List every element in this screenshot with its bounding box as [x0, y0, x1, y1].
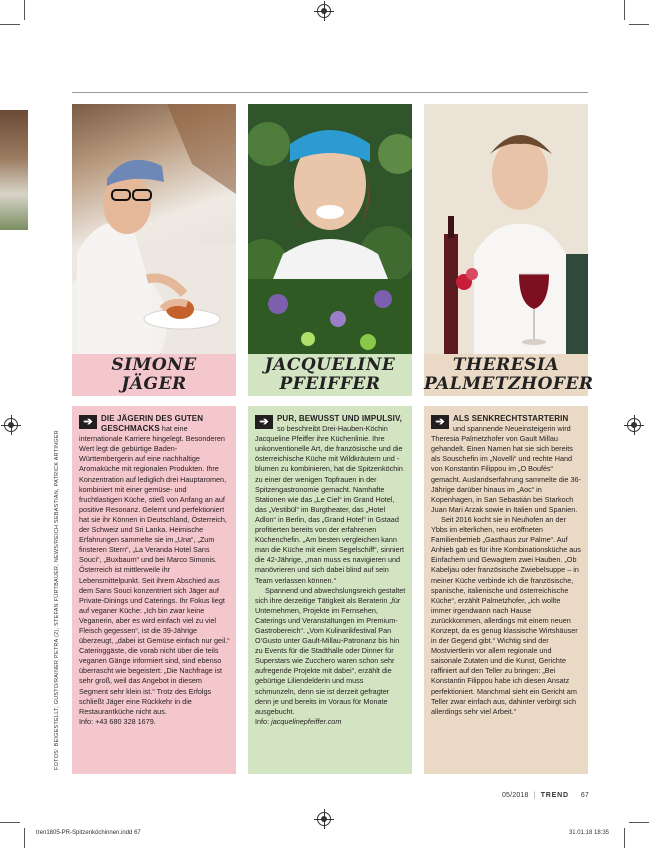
photo-credit — [54, 430, 62, 778]
article-column-theresia-palmetzhofer — [424, 406, 588, 774]
name-band-theresia-palmetzhofer — [424, 354, 594, 396]
column-info: Info: +43 680 328 1679. — [79, 716, 156, 726]
name-last: JÄGER — [121, 374, 187, 394]
name-band-jacqueline-pfeiffer — [248, 354, 412, 396]
magazine-brand: TREND — [540, 792, 569, 799]
photo-theresia-palmetzhofer — [424, 104, 588, 354]
column-body: und spannende Neueinsteigerin wird Theresia Palmetzhofer von Gault Millau gehandelt. Einen Namen hat sie sich bereits als Souschefin im „Novelli“ und rechte Hand von Konstantin Filippou im „O Boufés“ gemacht. Auslandserfahrung sammelte die 36-Jährige darüber hinaus im „Aoc“ in Kopenhagen, in San Sebastián bei Starkoch Juan Mari Arzak sowie in Italien und Spanien. — [431, 424, 581, 514]
article-column-jacqueline-pfeiffer — [248, 406, 412, 774]
column-body: so beschreibt Drei-Hauben-Köchin Jacqueline Pfeiffer ihre Küchenlinie. Ihre unkonventionelle Art, die französische und die österreichische Küche mit Wildkräutern und -blumen zu kombinieren, hat die Spitzenköchin zu einer der wenigen Topfrauen in der Spitzengastronomie gemacht. Namhafte Stationen wie das „Le Ciel“ im Grand Hotel, das „Vestibül“ im Burgtheater, das „Hotel Adlon“ in Berlin, das „Grand Hotel“ in Gstaad profitierten bereits von der erfahrenen Küchenchefin. „Am besten vergleichen kann man die Küche mit einem Segelschiff“, sinniert die 42-Jährige, „man muss es navigieren und manövrieren und sich dabei blind auf sein Team verlassen können.“ — [255, 424, 404, 585]
crop-mark — [629, 822, 649, 823]
name-band-simone-jaeger — [72, 354, 236, 396]
registration-mark-icon — [627, 418, 641, 432]
column-body-continued: Spannend und abwechslungsreich gestaltet sich ihre derzeitige Tätigkeit als Beraterin „für Unternehmen, Projekte im Fernsehen, Caterings und Veranstaltungen im Premium-Gastrobereich“. „Vom Kulinarikfestival Pan O’Gusto unter Gault-Millau-Patronanz bis hin zu Events für die Stadthalle oder Dinner für Superstars wie Zucchero waren schon sehr aufregende Projekte mit dabei“, erzählt die gebürtige Liliendelderin und muss schmunzeln, denn sie ist derzeit gefragter denn je und bereits im Voraus für Monate ausgebucht. — [255, 585, 406, 716]
column-body: hat eine internationale Karriere hingelegt. Besonderen Wert legt die gebürtige Baden-Württembergerin auf eine nachhaltige Aromaküche mit regionalen Produkten. Ihre Konzentration auf lediglich drei Hauptaromen, kombiniert mit einer gemüse- und fruchtlastigen Küche, stieß von Anfang an auf positive Resonanz. Gelernt und perfektioniert hat sie ihr Können in Deutschland, Österreich, der Schweiz und Sri Lanka. Heimische Erfahrungen sammelte sie im „Una“, „Zum finsteren Stern“, „La Veranda Hotel Sans Souci“, „Buxbaum“ und bei Marco Simonis. Österreich ist mittlerweile ihr Lebensmittelpunkt. Seit ihrem Abschied aus dem Sans Souci konzentriert sich Jäger auf Private-Dinings und Caterings. Ihr Fokus liegt auf veganer Küche: „Ich bin zwar keine Veganerin, aber es wird einfach viel zu viel Fleisch gegessen“, ist die 39-Jährige überzeugt, „dabei ist Gemüse einfach nur geil.“ Cateringgäste, die vorab nicht über die teils veganen Gänge informiert sind, sind ebenso überrascht wie begeistert: „Die Nachfrage ist sehr groß, weil das Angebot in diesem Segment sehr klein ist.“ Trotz des Erfolgs schließt Jäger eine Rückkehr in die Restaurantküche nicht aus. — [79, 424, 230, 716]
top-rule — [72, 92, 588, 93]
crop-mark — [0, 822, 20, 823]
info-label: Info: — [255, 716, 272, 726]
name-first: SIMONE — [111, 355, 197, 375]
crop-mark — [24, 828, 25, 848]
name-first: THERESIA — [452, 355, 560, 375]
page-number: 67 — [580, 792, 589, 799]
slug-date: 31.01.18 18:35 — [568, 830, 609, 836]
column-lead: ALS SENKRECHTSTARTERIN — [453, 414, 569, 423]
column-lead: PUR, BEWUSST UND IMPULSIV, — [277, 414, 402, 423]
column-info — [255, 717, 406, 727]
registration-mark-icon — [4, 418, 18, 432]
slug-file-name: tren1805-PR-Spitzenköchinnen.indd 67 — [36, 830, 141, 836]
arrow-right-icon: ➔ — [431, 415, 449, 429]
website-link[interactable]: jacquelinepfeiffer.com — [271, 716, 342, 726]
arrow-right-icon: ➔ — [255, 415, 273, 429]
crop-mark — [0, 24, 20, 25]
previous-page-photo-edge — [0, 110, 28, 230]
crop-mark — [624, 0, 625, 20]
registration-mark-icon — [317, 4, 331, 18]
crop-mark — [629, 24, 649, 25]
name-first: JACQUELINE — [264, 355, 396, 375]
name-last: PFEIFFER — [279, 374, 381, 394]
photo-jacqueline-pfeiffer — [248, 104, 412, 354]
photo-simone-jaeger — [72, 104, 236, 354]
name-last: PALMETZHOFER — [424, 374, 594, 394]
crop-mark — [24, 0, 25, 20]
crop-mark — [624, 828, 625, 848]
column-lead: DIE JÄGERIN DES GUTEN GESCHMACKS — [101, 414, 204, 434]
issue-number: 05/2018 — [501, 792, 529, 799]
page-folio: 05/2018 | TREND 67 — [501, 792, 589, 799]
registration-mark-icon — [317, 812, 331, 826]
arrow-right-icon: ➔ — [79, 415, 97, 429]
photo-credit-text: FOTOS: BEIGESTELLT, GUSTO/RAINER PETRA (2), STEFAN FÜRTBAUER, NEWS/REICH SEBASTIAN, PATRICK ARTINGER — [54, 430, 60, 770]
article-column-simone-jaeger — [72, 406, 236, 774]
column-body-continued: Seit 2016 kocht sie in Neuhofen an der Ybbs im elterlichen, neu eröffneten Familienbetrieb „Gasthaus zur Palme“. Auf Anhieb gab es für ihre Kombinationsküche aus Einfachem und Gewagtem zwei Hauben. „Ob Kabeljau oder französische Zwiebelsuppe – in meiner Küche verbinde ich die französische, spanische, italienische und österreichische Küche“, erzählt Palmetzhofer, „ich wollte immer irgendwann nach Hause zurückkommen, allerdings mit einem neuen Konzept, da es genug klassische Wirtshäuser in der Gegend gibt.“ Wichtig sind der Mostviertlerin vor allem regionale und saisonale Zutaten und die Kunst, Gerichte raffiniert auf den Teller zu bringen: „Bei Konstantin Filippou habe ich diesen Ansatz perfektioniert. Manchmal sieht ein Gericht am Teller zwar einfach aus, dahinter verbirgt sich allerdings sehr viel Arbeit.“ — [431, 514, 581, 716]
